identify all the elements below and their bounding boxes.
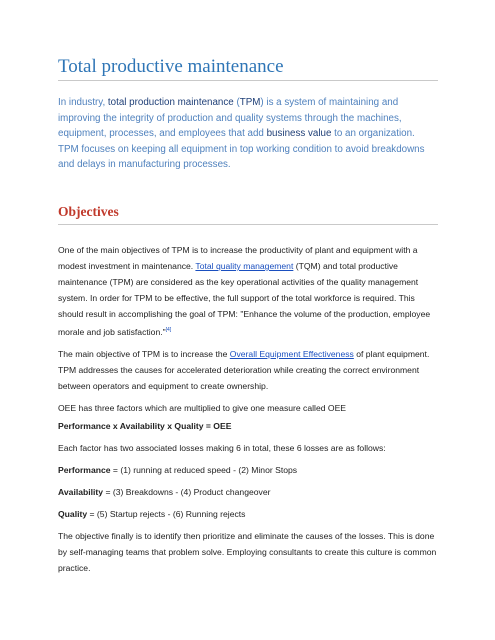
performance-line bbox=[58, 462, 438, 478]
quality-line bbox=[58, 506, 438, 522]
formula-text: Performance x Availability x Quality = OEE bbox=[58, 420, 232, 431]
intro-text: ( bbox=[233, 97, 240, 108]
intro-paragraph-1 bbox=[58, 95, 443, 142]
intro-section bbox=[58, 95, 443, 173]
objectives-heading: Objectives bbox=[58, 204, 438, 225]
paragraph-text: One of the main objectives of TPM is to increase the productivity of plant and equipment with a modest investment in maintenance. bbox=[58, 245, 418, 271]
page-title: Total productive maintenance bbox=[58, 56, 438, 81]
availability-label: Availability bbox=[58, 486, 104, 497]
intro-paragraph-2: TPM focuses on keeping all equipment in top working condition to avoid breakdowns and delays in manufacturing processes. bbox=[58, 143, 425, 170]
paragraph-text: (TQM) and total productive maintenance (TPM) are considered as the key operational activities of the quality management system. In order for TPM to be effective, the full support of the total workforce is required. This should result in accomplishing the goal of TPM: "Enhance the volume of the production, employee morale and job satisfaction." bbox=[58, 261, 431, 337]
quality-label: Quality bbox=[58, 508, 88, 519]
availability-text: = (3) Breakdowns - (4) Product changeover bbox=[103, 486, 271, 497]
performance-text: = (1) running at reduced speed - (2) Minor Stops bbox=[110, 464, 298, 475]
quality-text: = (5) Startup rejects - (6) Running rejects bbox=[87, 508, 246, 519]
paragraph-text: The main objective of TPM is to increase the bbox=[58, 348, 230, 359]
paragraph-3: OEE has three factors which are multiplied to give one measure called OEE bbox=[58, 402, 347, 413]
intro-text: In industry, bbox=[58, 97, 108, 108]
paragraph-text: of plant equipment. TPM addresses the causes for accelerated deterioration while creating the correct environment between operators and equipment to create ownership. bbox=[58, 348, 430, 391]
oee-formula bbox=[58, 418, 438, 434]
paragraph-1 bbox=[58, 242, 438, 340]
paragraph-5: Each factor has two associated losses making 6 in total, these 6 losses are as follows: bbox=[58, 442, 386, 453]
paragraph-6: The objective finally is to identify then prioritize and eliminate the causes of the losses. This is done by self-managing teams that problem solve. Employing consultants to create this culture is common practice. bbox=[58, 530, 437, 573]
intro-text: to an organization. bbox=[331, 128, 415, 139]
tpm-abbr: TPM bbox=[239, 97, 261, 108]
availability-line bbox=[58, 484, 438, 500]
tqm-link[interactable]: Total quality management bbox=[195, 261, 294, 271]
business-value-term: business value bbox=[266, 128, 332, 139]
oee-link[interactable]: Overall Equipment Effectiveness bbox=[229, 348, 354, 359]
performance-label: Performance bbox=[58, 464, 111, 475]
paragraph-2 bbox=[58, 346, 438, 394]
reference-link[interactable]: [4] bbox=[165, 327, 172, 333]
objectives-body bbox=[58, 242, 438, 582]
tpm-term: total production maintenance bbox=[107, 97, 234, 108]
intro-text: ) is a system of maintaining and improving the integrity of production and quality systems through the machines, equipment, processes, and employees that add bbox=[58, 97, 402, 139]
